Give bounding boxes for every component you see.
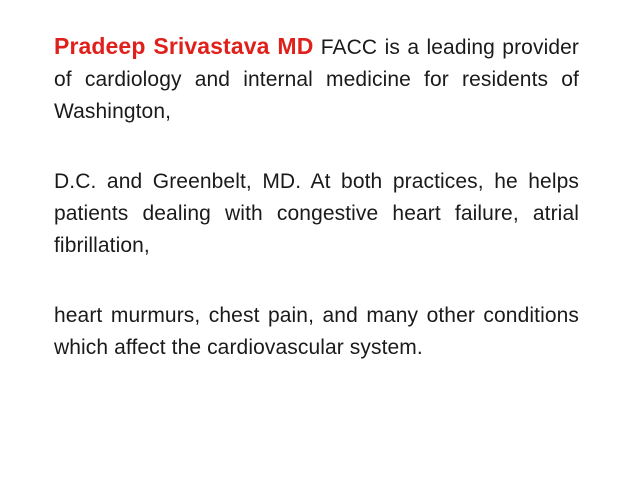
paragraph-conditions: heart murmurs, chest pain, and many other conditions which affect the cardiovascular system. [54,304,579,359]
slide-text-body [54,30,579,364]
paragraph-practices: D.C. and Greenbelt, MD. At both practices, he helps patients dealing with congestive heart failure, atrial fibrillation, [54,170,579,257]
paragraph-intro [54,30,579,128]
paragraph-intro-text: FACC is a leading provider of cardiology and internal medicine for residents of Washington, [54,36,579,123]
doctor-name-highlight: Pradeep Srivastava MD [54,33,314,59]
